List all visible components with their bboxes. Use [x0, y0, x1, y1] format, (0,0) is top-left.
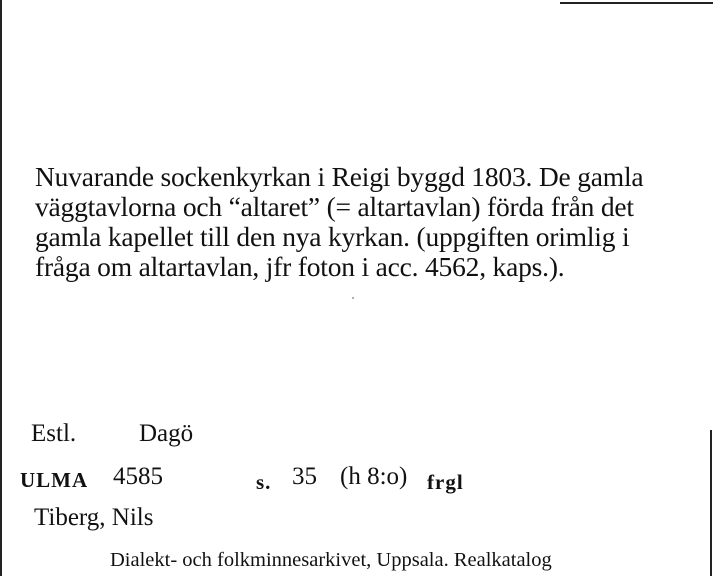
- paper-speck: [352, 297, 354, 299]
- height-note: (h 8:o): [340, 463, 408, 490]
- description-line-2: väggtavlorna och “altaret” (= altartavlan) förda från det: [35, 191, 634, 222]
- card-left-border: [0, 0, 2, 576]
- accession-number: 4585: [113, 463, 163, 490]
- card-description: [35, 162, 695, 282]
- region-label: Estl.: [31, 420, 77, 447]
- recorder-name: Tiberg, Nils: [34, 504, 154, 531]
- page-prefix: s.: [256, 470, 272, 494]
- page-number: 35: [292, 463, 317, 490]
- card-right-border: [710, 430, 712, 576]
- card-top-border: [560, 2, 713, 4]
- description-line-4: fråga om altartavlan, jfr foton i acc. 4562, kaps.).: [35, 251, 565, 282]
- description-line-3: gamla kapellet till den nya kyrkan. (uppgiften orimlig i: [35, 221, 630, 252]
- archive-code: ULMA: [20, 468, 89, 492]
- description-line-1: Nuvarande sockenkyrkan i Reigi byggd 1803. De gamla: [35, 161, 644, 192]
- place-label: Dagö: [139, 420, 194, 447]
- type-note: frgl: [427, 470, 464, 494]
- archive-footer: Dialekt- och folkminnesarkivet, Uppsala. Realkatalog: [110, 549, 552, 571]
